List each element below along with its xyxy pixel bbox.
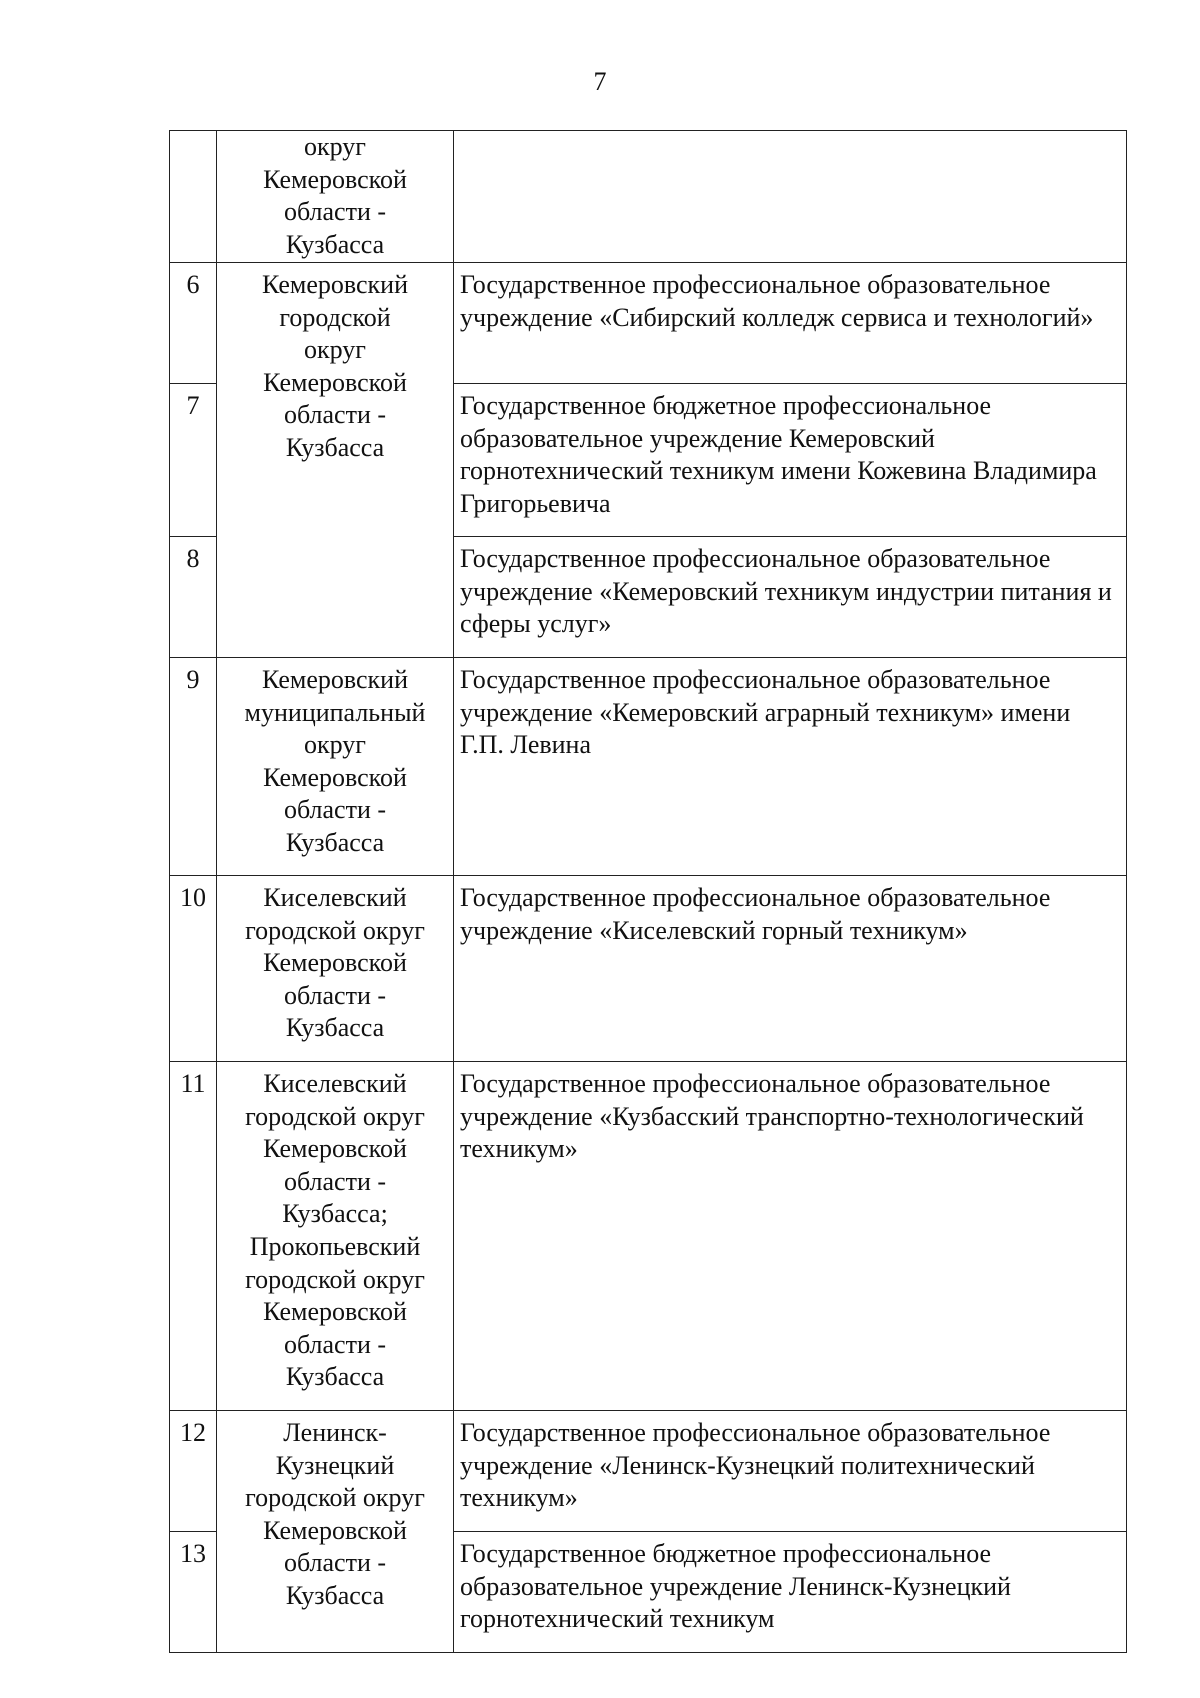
district-name: округ Кемеровской области - Кузбасса [263,132,407,259]
institution-name: Государственное профессиональное образовательное учреждение «Кузбасский транспортно-технологический техникум» [460,1069,1084,1164]
district-name: Ленинск- Кузнецкий городской округ Кемеровской области - Кузбасса [245,1418,425,1610]
district-name: Кемеровский городской округ Кемеровской области - Кузбасса [261,270,408,462]
row-number: 8 [170,537,217,658]
district-cell [217,876,454,1062]
institution-name: Государственное профессиональное образовательное учреждение «Киселевский горный техникум» [460,883,1051,945]
institution-cell [454,384,1127,537]
table-row [170,1062,1127,1411]
row-number [170,131,217,263]
row-number: 11 [170,1062,217,1411]
table-row [170,1411,1127,1532]
institution-cell [454,1532,1127,1653]
institution-name: Государственное профессиональное образовательное учреждение «Сибирский колледж сервиса и технологий» [460,270,1094,332]
institution-cell [454,1062,1127,1411]
table-row [170,658,1127,876]
institutions-table [169,130,1127,1653]
page-number: 7 [593,67,607,96]
district-cell [217,131,454,263]
district-cell [217,1411,454,1653]
row-number: 12 [170,1411,217,1532]
row-number: 10 [170,876,217,1062]
district-name: Киселевский городской округ Кемеровской области - Кузбасса; Прокопьевский городской округ Кемеровской области - Кузбасса [245,1069,425,1392]
row-number: 13 [170,1532,217,1653]
institution-name: Государственное бюджетное профессиональное образовательное учреждение Ленинск-Кузнецкий горнотехнический техникум [460,1539,1011,1634]
institution-name: Государственное профессиональное образовательное учреждение «Кемеровский техникум индустрии питания и сферы услуг» [460,544,1112,639]
table-row [170,263,1127,384]
institution-name: Государственное бюджетное профессиональное образовательное учреждение Кемеровский горнотехнический техникум имени Кожевина Владимира Григорьевича [460,391,1097,518]
institution-cell [454,263,1127,384]
row-number: 6 [170,263,217,384]
institution-name: Государственное профессиональное образовательное учреждение «Ленинск-Кузнецкий политехнический техникум» [460,1418,1051,1513]
institution-cell [454,1411,1127,1532]
institution-cell [454,131,1127,263]
table-row [170,876,1127,1062]
district-cell [217,1062,454,1411]
institution-name: Государственное профессиональное образовательное учреждение «Кемеровский аграрный техникум» имени Г.П. Левина [460,665,1071,760]
district-cell [217,263,454,658]
institution-cell [454,876,1127,1062]
table-row [170,131,1127,263]
row-number: 7 [170,384,217,537]
district-cell [217,658,454,876]
institution-cell [454,658,1127,876]
row-number: 9 [170,658,217,876]
district-name: Киселевский городской округ Кемеровской области - Кузбасса [245,883,425,1043]
institution-cell [454,537,1127,658]
district-name: Кемеровский муниципальный округ Кемеровской области - Кузбасса [244,665,426,857]
